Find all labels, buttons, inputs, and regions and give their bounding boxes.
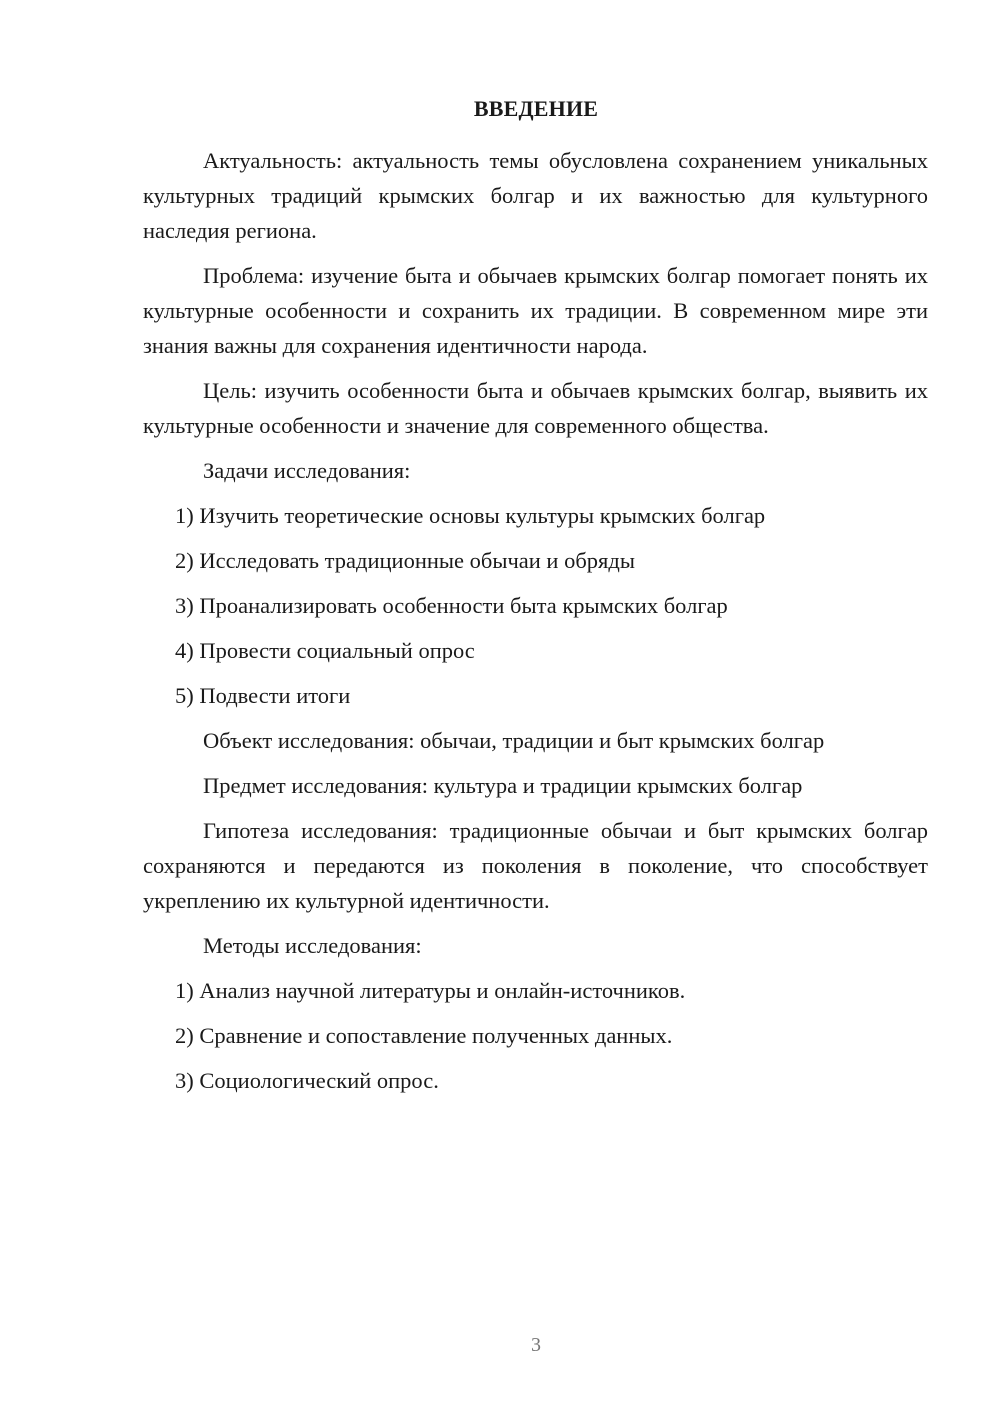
methods-heading: Методы исследования: xyxy=(203,933,422,958)
problem-paragraph: Проблема: изучение быта и обычаев крымских болгар помогает понять их культурные особенности и сохранить их традиции. В современном мире эти знания важны для сохранения идентичности народа. xyxy=(143,263,928,358)
tasks-heading: Задачи исследования: xyxy=(203,458,411,483)
tasks-list xyxy=(143,498,928,713)
subject-line: Предмет исследования: культура и традиции крымских болгар xyxy=(203,773,803,798)
page-content xyxy=(143,143,928,1108)
task-item: 4) Провести социальный опрос xyxy=(175,638,475,663)
goal-paragraph: Цель: изучить особенности быта и обычаев крымских болгар, выявить их культурные особенности и значение для современного общества. xyxy=(143,378,928,438)
task-item: 2) Исследовать традиционные обычаи и обряды xyxy=(175,548,635,573)
task-item: 5) Подвести итоги xyxy=(175,683,351,708)
relevance-paragraph: Актуальность: актуальность темы обусловлена сохранением уникальных культурных традиций крымских болгар и их важностью для культурного наследия региона. xyxy=(143,148,928,243)
task-item: 1) Изучить теоретические основы культуры крымских болгар xyxy=(175,503,766,528)
method-item: 2) Сравнение и сопоставление полученных данных. xyxy=(175,1023,673,1048)
method-item: 1) Анализ научной литературы и онлайн-источников. xyxy=(175,978,686,1003)
object-line: Объект исследования: обычаи, традиции и быт крымских болгар xyxy=(203,728,825,753)
method-item: 3) Социологический опрос. xyxy=(175,1068,439,1093)
page-number: 3 xyxy=(531,1334,541,1356)
methods-list xyxy=(143,973,928,1098)
task-item: 3) Проанализировать особенности быта крымских болгар xyxy=(175,593,728,618)
section-title: ВВЕДЕНИЕ xyxy=(473,96,599,121)
hypothesis-paragraph: Гипотеза исследования: традиционные обычаи и быт крымских болгар сохраняются и передаются из поколения в поколение, что способствует укреплению их культурной идентичности. xyxy=(143,818,928,913)
